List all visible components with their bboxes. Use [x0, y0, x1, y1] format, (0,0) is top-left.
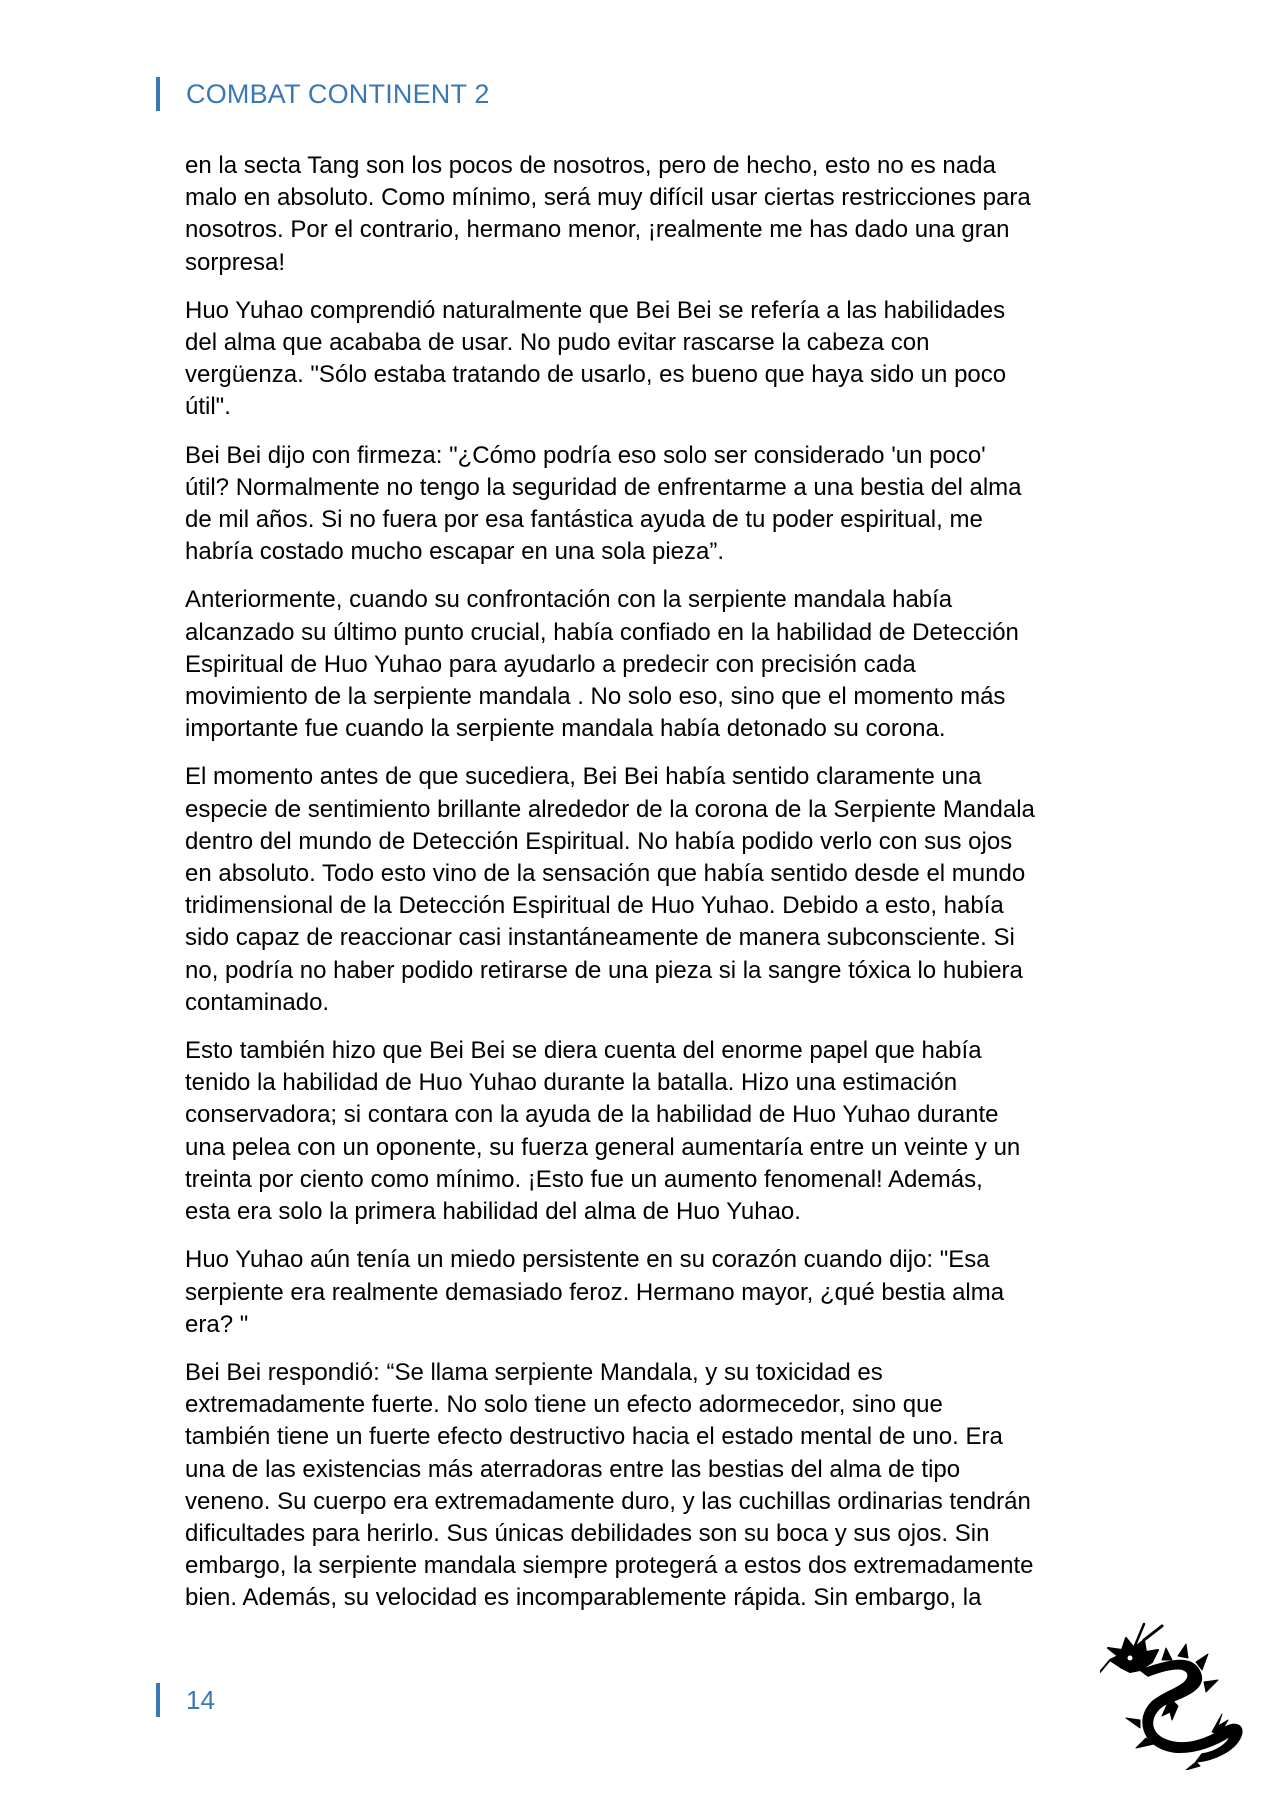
- footer-accent-bar: [156, 1683, 160, 1717]
- page-header: [156, 74, 490, 114]
- paragraph-5: El momento antes de que sucediera, Bei Bei había sentido claramente una especie de sentimiento brillante alrededor de la corona de la Serpiente Mandala dentro del mundo de Detección Espiritual. No había podido verlo con sus ojos en absoluto. Todo esto vino de la sensación que había sentido desde el mundo tridimensional de la Detección Espiritual de Huo Yuhao. Debido a esto, había sido capaz de reaccionar casi instantáneamente de manera subconsciente. Si no, podría no haber podido retirarse de una pieza si la sangre tóxica lo hubiera contaminado.: [185, 763, 1035, 1016]
- header-accent-bar: [156, 77, 160, 111]
- paragraph-2: Huo Yuhao comprendió naturalmente que Bei Bei se refería a las habilidades del alma que acababa de usar. No pudo evitar rascarse la cabeza con vergüenza. "Sólo estaba tratando de usarlo, es bueno que haya sido un poco útil".: [185, 296, 1007, 421]
- paragraph-6: Esto también hizo que Bei Bei se diera cuenta del enorme papel que había tenido la habilidad de Huo Yuhao durante la batalla. Hizo una estimación conservadora; si contara con la ayuda de la habilidad de Huo Yuhao durante una pelea con un oponente, su fuerza general aumentaría entre un veinte y un treinta por ciento como mínimo. ¡Esto fue un aumento fenomenal! Además, esta era solo la primera habilidad del alma de Huo Yuhao.: [185, 1037, 1021, 1226]
- paragraph-3: Bei Bei dijo con firmeza: "¿Cómo podría eso solo ser considerado 'un poco' útil? Normalmente no tengo la seguridad de enfrentarme a una bestia del alma de mil años. Si no fuera por esa fantástica ayuda de tu poder espiritual, me habría costado mucho escapar en una sola pieza”.: [185, 441, 1022, 566]
- page-body: [185, 150, 1120, 1631]
- paragraph-7: Huo Yuhao aún tenía un miedo persistente en su corazón cuando dijo: "Esa serpiente era realmente demasiado feroz. Hermano mayor, ¿qué bestia alma era? ": [185, 1246, 1005, 1338]
- paragraph-4: Anteriormente, cuando su confrontación con la serpiente mandala había alcanzado su último punto crucial, había confiado en la habilidad de Detección Espiritual de Huo Yuhao para ayudarlo a predecir con precisión cada movimiento de la serpiente mandala . No solo eso, sino que el momento más importante fue cuando la serpiente mandala había detonado su corona.: [185, 586, 1019, 743]
- page-number: 14: [186, 1684, 215, 1715]
- dragon-logo-icon: [1100, 1620, 1250, 1770]
- book-title: COMBAT CONTINENT 2: [186, 78, 490, 109]
- paragraph-1: en la secta Tang son los pocos de nosotros, pero de hecho, esto no es nada malo en absoluto. Como mínimo, será muy difícil usar ciertas restricciones para nosotros. Por el contrario, hermano menor, ¡realmente me has dado una gran sorpresa!: [185, 152, 1031, 276]
- page-footer: [156, 1680, 215, 1720]
- paragraph-8: Bei Bei respondió: “Se llama serpiente Mandala, y su toxicidad es extremadamente fuerte. No solo tiene un efecto adormecedor, sino que también tiene un fuerte efecto destructivo hacia el estado mental de uno. Era una de las existencias más aterradoras entre las bestias del alma de tipo veneno. Su cuerpo era extremadamente duro, y las cuchillas ordinarias tendrán dificultades para herirlo. Sus únicas debilidades son su boca y sus ojos. Sin embargo, la serpiente mandala siempre protegerá a estos dos extremadamente bien. Además, su velocidad es incomparablemente rápida. Sin embargo, la: [185, 1358, 1034, 1612]
